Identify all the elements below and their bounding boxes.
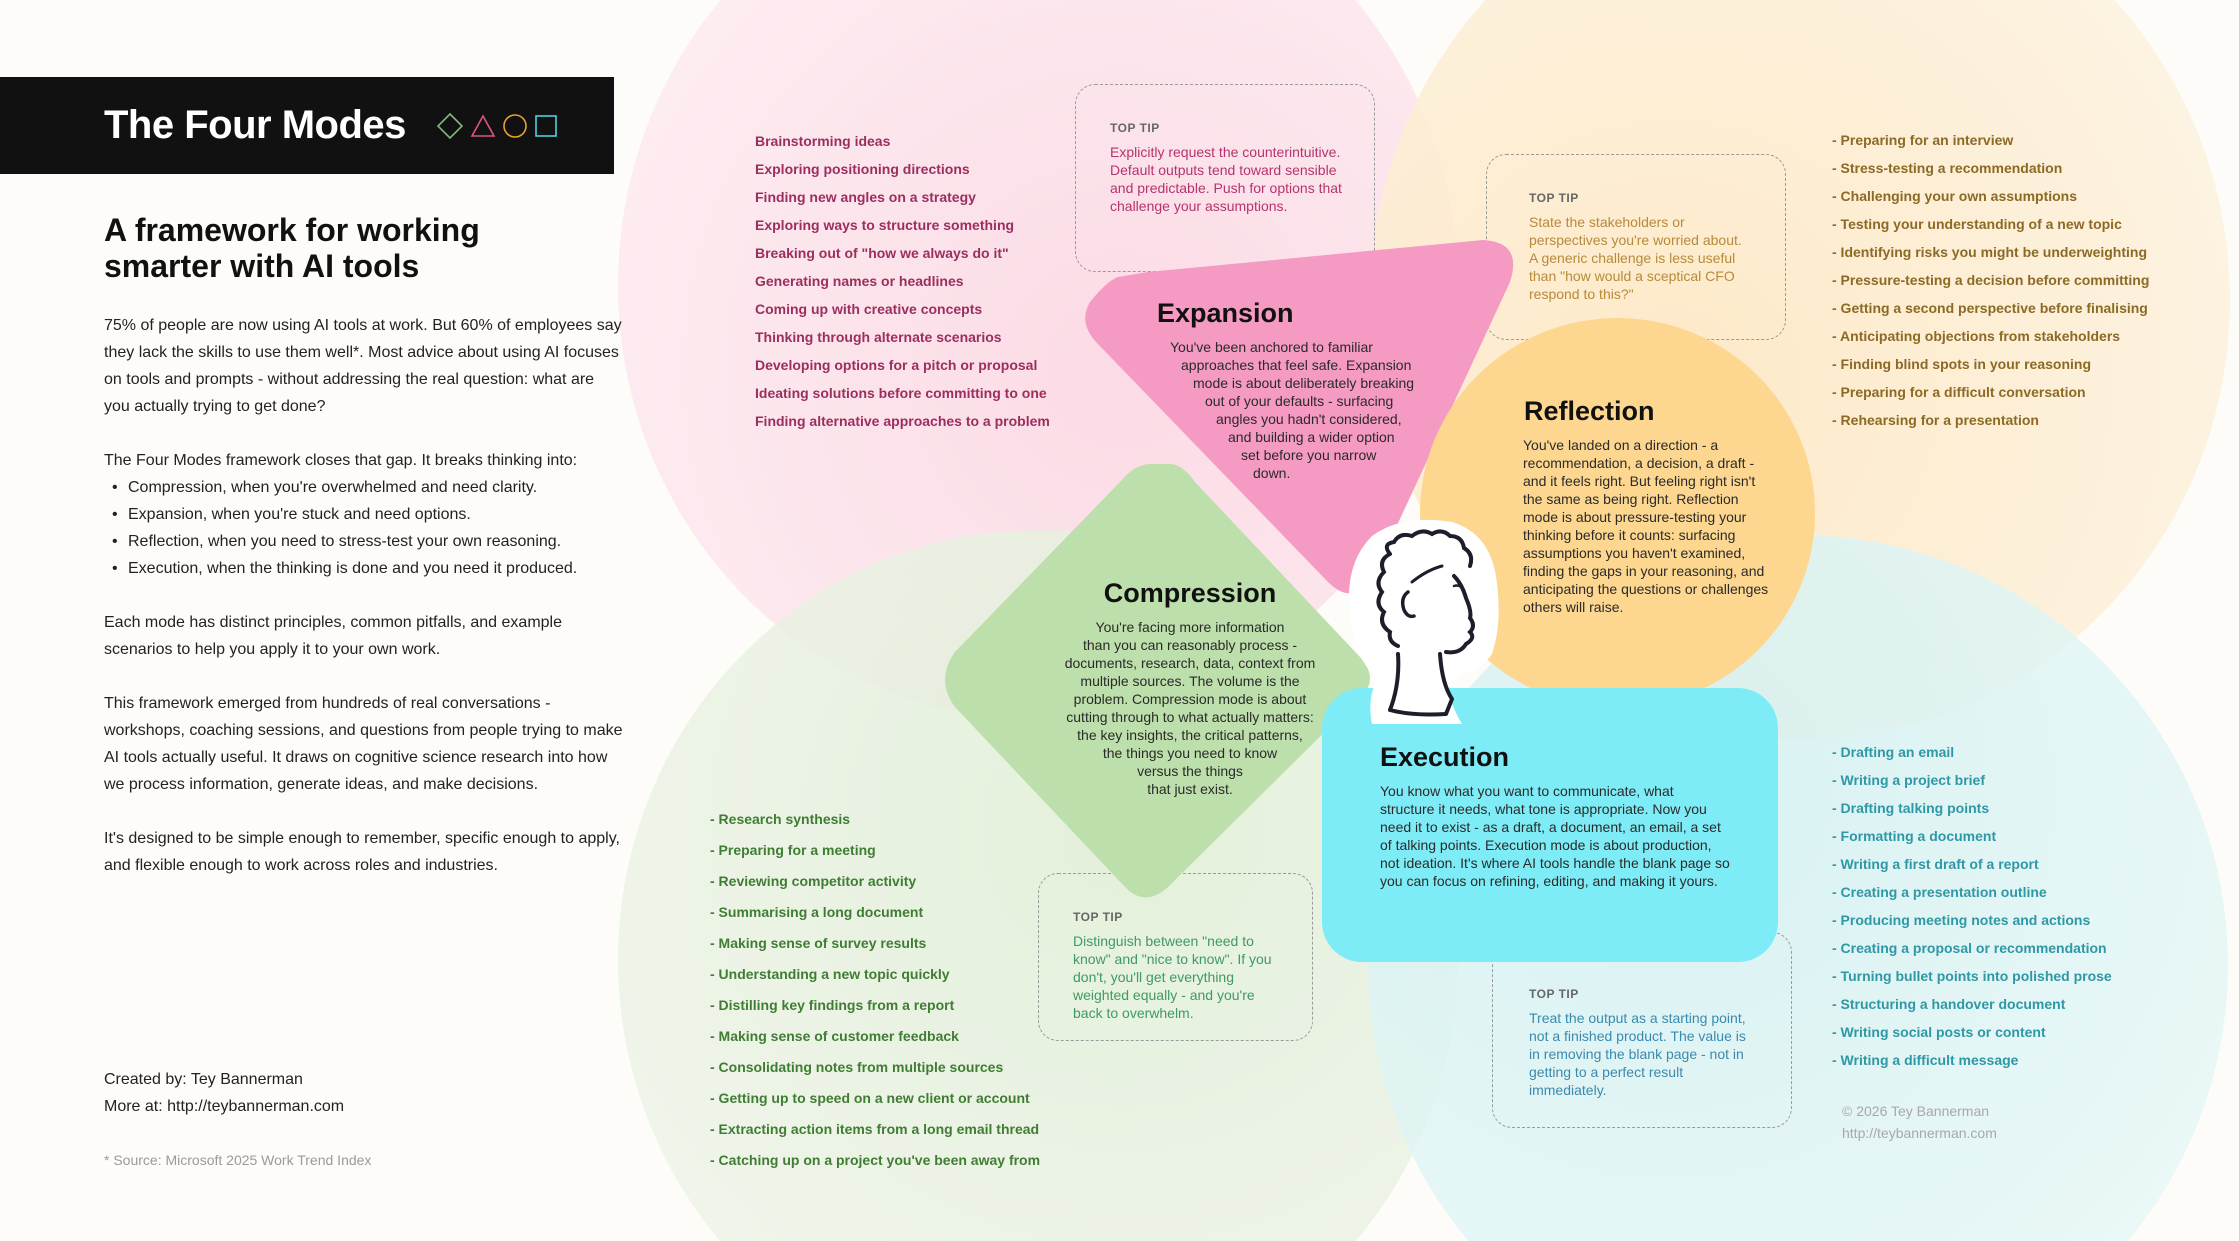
intro-heading-line2: smarter with AI tools <box>104 248 420 284</box>
intro-paragraph: Each mode has distinct principles, common pitfalls, and example scenarios to help you apply it to your own work. <box>104 614 562 658</box>
description-line: You've been anchored to familiar <box>1170 339 1373 355</box>
description-line: the key insights, the critical patterns, <box>1077 727 1303 743</box>
description-line: that just exist. <box>1147 781 1233 797</box>
list-item: - Rehearsing for a presentation <box>1832 412 2039 428</box>
title-bar <box>0 77 614 174</box>
footer-right <box>1842 1100 1997 1144</box>
execution-title: Execution <box>1380 742 1510 772</box>
square-icon <box>534 114 558 138</box>
list-item: - Distilling key findings from a report <box>710 997 955 1013</box>
bullet-item: • Expansion, when you're stuck and need options. <box>104 501 624 528</box>
list-item: - Reviewing competitor activity <box>710 873 917 889</box>
reflection-title: Reflection <box>1524 396 1655 426</box>
list-item: - Understanding a new topic quickly <box>710 966 950 982</box>
description-line: cutting through to what actually matters: <box>1066 709 1314 725</box>
page-title: The Four Modes <box>104 103 406 147</box>
mode-shape-icons <box>436 112 558 140</box>
list-item: - Challenging your own assumptions <box>1832 188 2078 204</box>
tip-text: State the stakeholders or perspectives you're worried about. A generic challenge is less useful than "how would a sceptical CFO respond to this?" <box>1529 214 1742 302</box>
list-item: Thinking through alternate scenarios <box>755 329 1002 345</box>
reflection-description: You've landed on a direction - a recommendation, a decision, a draft - and it feels right. But feeling right isn't the same as being right. Reflection mode is about pressure-testing your thinking before it counts: surfacing assumptions you haven't examined, finding the gaps in your reasoning, and anticipating the questions or challenges others will raise. <box>1523 437 1769 615</box>
modes-bullet-list <box>104 474 624 582</box>
list-item: - Writing a project brief <box>1832 772 1985 788</box>
footer-url[interactable]: http://teybannerman.com <box>1842 1125 1997 1141</box>
list-item: Finding new angles on a strategy <box>755 189 976 205</box>
description-line: multiple sources. The volume is the <box>1080 673 1300 689</box>
more-at-link[interactable]: More at: http://teybannerman.com <box>104 1098 345 1115</box>
tip-label: TOP TIP <box>1529 191 1579 205</box>
bullet-item: • Execution, when the thinking is done and you need it produced. <box>104 555 624 582</box>
list-item: - Extracting action items from a long email thread <box>710 1121 1040 1137</box>
list-item: - Structuring a handover document <box>1832 996 2066 1012</box>
list-item: - Writing social posts or content <box>1832 1024 2046 1040</box>
bullet-item: • Reflection, when you need to stress-test your own reasoning. <box>104 528 624 555</box>
list-item: - Catching up on a project you've been away from <box>710 1152 1041 1168</box>
list-item: Exploring positioning directions <box>755 161 970 177</box>
execution-description: You know what you want to communicate, what structure it needs, what tone is appropriate. Now you need it to exist - as a draft, a document, an email, a set of talking points. Execution mode is about production, not ideation. It's where AI tools handle the blank page so you can focus on refining, editing, and making it yours. <box>1380 783 1730 889</box>
reflection-uses-list <box>1832 126 2149 434</box>
triangle-icon <box>470 113 496 139</box>
description-line: than you can reasonably process - <box>1082 637 1297 653</box>
list-item: - Summarising a long document <box>710 904 924 920</box>
description-line: approaches that feel safe. Expansion <box>1181 357 1412 373</box>
tip-text: Explicitly request the counterintuitive. Default outputs tend toward sensible and predictable. Push for options that challenge your assumptions. <box>1110 144 1342 214</box>
intro-paragraph: It's designed to be simple enough to remember, specific enough to apply, and flexible enough to work across roles and industries. <box>104 830 620 874</box>
list-item: - Getting up to speed on a new client or account <box>710 1090 1030 1106</box>
list-item: - Consolidating notes from multiple sources <box>710 1059 1004 1075</box>
description-line: the things you need to know <box>1102 745 1278 761</box>
list-item: - Preparing for an interview <box>1832 132 2014 148</box>
description-line: problem. Compression mode is about <box>1073 691 1307 707</box>
copyright: © 2026 Tey Bannerman <box>1842 1103 1990 1119</box>
list-item: - Producing meeting notes and actions <box>1832 912 2091 928</box>
description-line: angles you hadn't considered, <box>1216 411 1402 427</box>
description-line: You're facing more information <box>1095 619 1285 635</box>
list-item: - Drafting talking points <box>1832 800 1990 816</box>
compression-title: Compression <box>1103 578 1277 608</box>
intro-paragraph: The Four Modes framework closes that gap. It breaks thinking into: <box>104 452 578 469</box>
intro-heading <box>104 212 624 284</box>
tip-text: Distinguish between "need to know" and "nice to know". If you don't, you'll get everything weighted equally - and you're back to overwhelm. <box>1073 933 1272 1021</box>
source-footnote: * Source: Microsoft 2025 Work Trend Index <box>104 1152 372 1168</box>
list-item: - Making sense of customer feedback <box>710 1028 959 1044</box>
expansion-description <box>1160 338 1460 482</box>
list-item: Generating names or headlines <box>755 273 964 289</box>
circle-icon <box>502 113 528 139</box>
person-head-icon <box>1342 514 1504 728</box>
list-item: - Formatting a document <box>1832 828 1997 844</box>
tip-label: TOP TIP <box>1073 910 1123 924</box>
expansion-title: Expansion <box>1157 298 1294 328</box>
list-item: - Stress-testing a recommendation <box>1832 160 2063 176</box>
tip-label: TOP TIP <box>1110 121 1160 135</box>
intro-paragraph: 75% of people are now using AI tools at work. But 60% of employees say they lack the skills to use them well*. Most advice about using AI focuses on tools and prompts - without addressing the real question: what are you actually trying to get done? <box>104 317 622 415</box>
list-item: - Writing a difficult message <box>1832 1052 2019 1068</box>
description-line: versus the things <box>1137 763 1243 779</box>
list-item: - Pressure-testing a decision before committing <box>1832 272 2150 288</box>
list-item: - Making sense of survey results <box>710 935 927 951</box>
execution-uses-list <box>1832 738 2112 1074</box>
list-item: Coming up with creative concepts <box>755 301 983 317</box>
list-item: - Creating a proposal or recommendation <box>1832 940 2107 956</box>
description-line: out of your defaults - surfacing <box>1205 393 1394 409</box>
intro-paragraph: This framework emerged from hundreds of real conversations - workshops, coaching sessions, and questions from people trying to make AI tools actually useful. It draws on cognitive science research into how we process information, generate ideas, and make decisions. <box>104 695 623 793</box>
diamond-icon <box>436 112 464 140</box>
list-item: Brainstorming ideas <box>755 133 891 149</box>
expansion-uses-list <box>755 127 1050 435</box>
list-item: Finding alternative approaches to a problem <box>755 413 1050 429</box>
list-item: - Research synthesis <box>710 811 851 827</box>
description-line: set before you narrow <box>1241 447 1377 463</box>
list-item: Breaking out of "how we always do it" <box>755 245 1009 261</box>
description-line: down. <box>1253 465 1291 481</box>
list-item: - Anticipating objections from stakeholders <box>1832 328 2121 344</box>
list-item: - Getting a second perspective before finalising <box>1832 300 2148 316</box>
compression-description <box>1020 618 1360 798</box>
bullet-item: • Compression, when you're overwhelmed and need clarity. <box>104 474 624 501</box>
reflection-top-tip <box>1486 154 1786 340</box>
list-item: Developing options for a pitch or proposal <box>755 357 1038 373</box>
list-item: - Drafting an email <box>1832 744 1955 760</box>
intro-heading-line1: A framework for working <box>104 212 480 248</box>
created-by: Created by: Tey Bannerman <box>104 1071 303 1088</box>
description-line: and building a wider option <box>1228 429 1395 445</box>
list-item: - Preparing for a meeting <box>710 842 876 858</box>
list-item: - Testing your understanding of a new topic <box>1832 216 2122 232</box>
tip-text: Treat the output as a starting point, not a finished product. The value is in removing the blank page - not in getting to a perfect result immediately. <box>1529 1010 1746 1098</box>
list-item: - Finding blind spots in your reasoning <box>1832 356 2091 372</box>
intro-section <box>104 212 624 906</box>
list-item: - Creating a presentation outline <box>1832 884 2047 900</box>
list-item: - Writing a first draft of a report <box>1832 856 2039 872</box>
list-item: - Identifying risks you might be underweighting <box>1832 244 2148 260</box>
list-item: - Preparing for a difficult conversation <box>1832 384 2086 400</box>
description-line: documents, research, data, context from <box>1064 655 1316 671</box>
list-item: Ideating solutions before committing to one <box>755 385 1047 401</box>
list-item: Exploring ways to structure something <box>755 217 1015 233</box>
credits <box>104 1066 344 1120</box>
list-item: - Turning bullet points into polished prose <box>1832 968 2112 984</box>
tip-label: TOP TIP <box>1529 987 1579 1001</box>
description-line: mode is about deliberately breaking <box>1193 375 1415 391</box>
